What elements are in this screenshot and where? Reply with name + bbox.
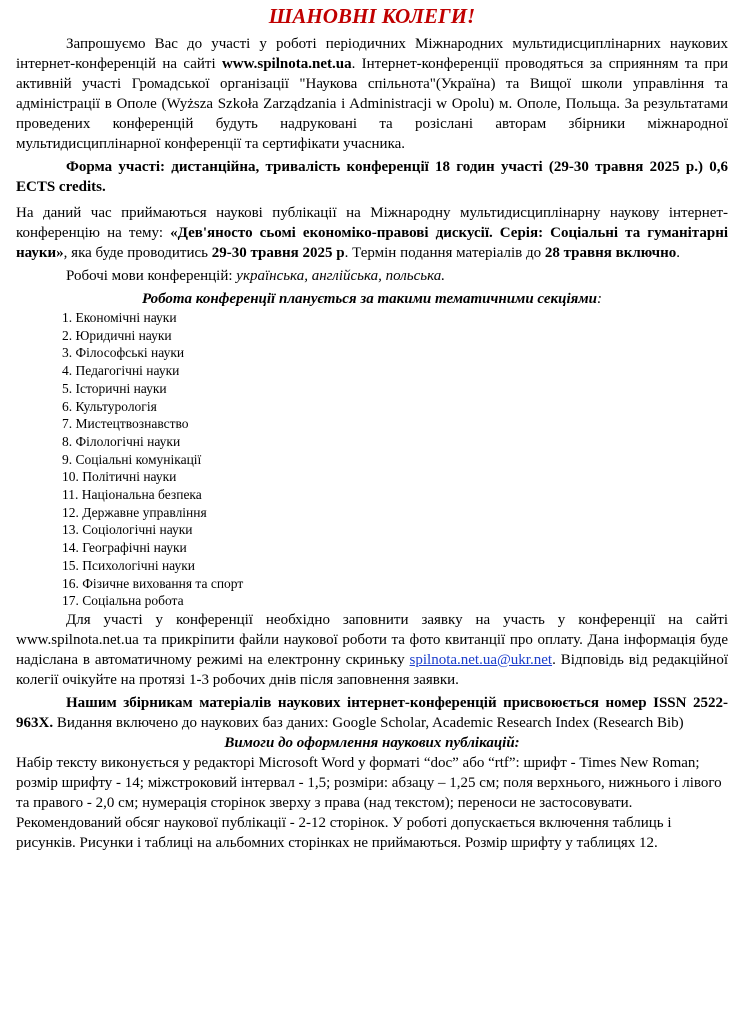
topic-text-after: . Термін подання матеріалів до: [344, 245, 545, 261]
submission-deadline: 28 травня включно: [544, 245, 677, 261]
intro-text-start: Запрошуємо Вас до участі у роботі періодичних Міжнародних мультидисциплінарних наукових інтернет-конференцій на сайті: [16, 36, 728, 72]
topic-text-start: На даний час приймаються наукові публікації на Міжнародну мультидисциплінарну наукову інтернет-конференцію на тему:: [16, 205, 728, 241]
application-text-start: Для участі у конференції необхідно заповнити заявку на участь у конференції на сайті www.spilnota.net.ua та прикріпити файли наукової роботи та фото квитанції про оплату. Дана інформація буде надіслана в автоматичному режимі на електронну скриньку: [16, 611, 728, 668]
list-item: 10. Політичні науки: [62, 469, 177, 485]
participation-form: Форма участі: дистанційна, тривалість конференції 18 годин участі (29-30 травня 2025 р.) 0,6 ECTS credits.: [16, 159, 728, 195]
languages-paragraph: [16, 266, 728, 286]
list-item: 8. Філологічні науки: [62, 433, 181, 449]
issn-paragraph: [16, 693, 728, 733]
list-item: 1. Економічні науки: [62, 310, 177, 325]
conference-dates: 29-30 травня 2025 р: [211, 245, 345, 261]
document-page: [16, 0, 728, 853]
application-text-end: . Відповідь від редакційної колегії очікуйте на протязі 1-3 робочих днів після заповнення заявки.: [16, 651, 728, 688]
issn-databases: Видання включено до наукових баз даних: Google Scholar, Academic Research Index (Research Bib): [53, 714, 684, 731]
intro-paragraph: [16, 34, 728, 154]
conference-title: «Дев'яносто сьомі економіко-правові дискусії. Серія: Соціальні та гуманітарні науки»: [16, 225, 728, 261]
list-item: 5. Історичні науки: [62, 380, 167, 396]
list-item: 3. Філософські науки: [62, 345, 185, 361]
list-item: 12. Державне управління: [62, 504, 207, 520]
email-link[interactable]: spilnota.net.ua@ukr.net: [409, 651, 553, 668]
sections-list: [16, 309, 728, 610]
sections-heading: [16, 289, 728, 309]
requirements-heading: Вимоги до оформлення наукових публікацій:: [224, 734, 520, 751]
list-item: 14. Географічні науки: [62, 540, 187, 556]
topic-paragraph: [16, 203, 728, 263]
list-item: 2. Юридичні науки: [62, 327, 172, 343]
list-item: 9. Соціальні комунікації: [62, 451, 202, 467]
topic-text-end: .: [676, 245, 681, 261]
requirements-text: Набір тексту виконується у редакторі Microsoft Word у форматі “doc” або “rtf”: шрифт - Times New Roman; розмір шрифту - 14; міжстроковий інтервал - 1,5; розміри: абзацу – 1,25 см; поля верхнього, нижнього і лівого та правого - 2,0 см; нумерація сторінок зверху з права (над текстом); переноси не застосовувати. Рекомендований обсяг наукової публікації - 2-12 сторінок. У роботі допускається включення таблиць і рисунків. Рисунки і таблиці на альбомних сторінках не приймаються. Розмір шрифту у таблицях 12.: [16, 754, 722, 851]
site-link[interactable]: www.spilnota.net.ua: [221, 56, 352, 72]
topic-text-middle: , яка буде проводитись: [63, 245, 212, 261]
sections-heading-text: Робота конференції планується за такими тематичними секціями: [141, 291, 597, 307]
list-item: 11. Національна безпека: [62, 487, 202, 503]
list-item: 15. Психологічні науки: [62, 557, 196, 573]
page-title: ШАНОВНІ КОЛЕГИ!: [268, 4, 476, 28]
languages-list: українська, англійська, польська.: [236, 268, 445, 284]
languages-label: Робочі мови конференцій:: [66, 268, 237, 284]
intro-text-end: . Інтернет-конференції проводяться за сприянням та при активній участі Громадської організації "Наукова спільнота"(Україна) та Вищої школи управління та адміністрації в Ополе (Wyższa Szkoła Zarządzania i Administracji w Opolu) м. Ополе, Польща. За результатами проведених конференцій будуть надруковані та розіслані авторам збірники міжнародної мультидисциплінарної конференції та сертифікати учасника.: [16, 56, 728, 152]
list-item: 13. Соціологічні науки: [62, 522, 193, 538]
list-item: 4. Педагогічні науки: [62, 363, 180, 379]
sections-heading-colon: :: [597, 291, 602, 307]
list-item: 17. Соціальна робота: [62, 593, 184, 609]
issn-statement: Нашим збірникам матеріалів наукових інтернет-конференцій присвоюється номер ISSN 2522-963Х.: [16, 694, 728, 731]
application-paragraph: [16, 610, 728, 690]
list-item: 7. Мистецтвознавство: [62, 416, 189, 432]
list-item: 16. Фізичне виховання та спорт: [62, 575, 244, 591]
list-item: 6. Культурологія: [62, 398, 157, 414]
